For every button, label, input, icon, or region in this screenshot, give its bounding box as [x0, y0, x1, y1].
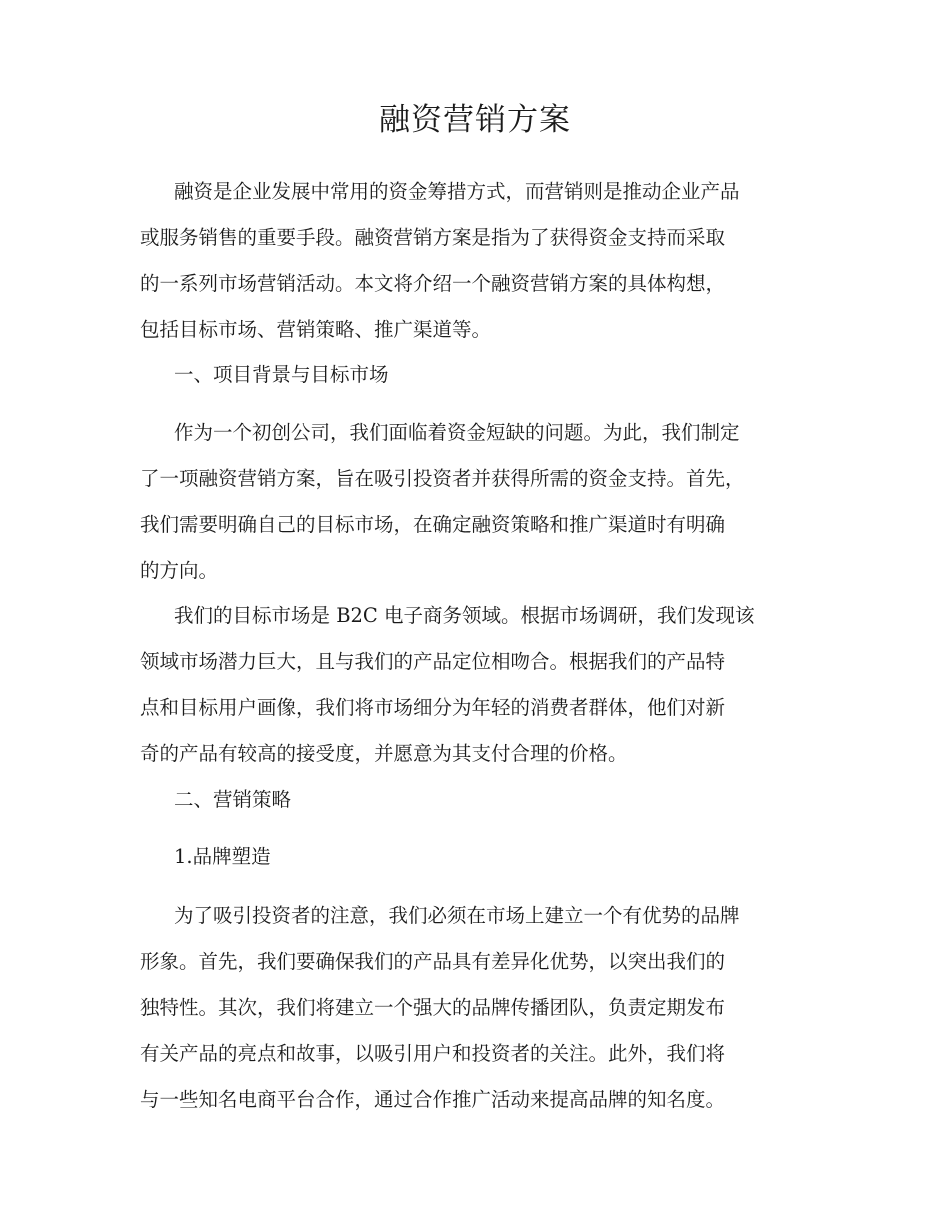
paragraph-line: 领域市场潜力巨大，且与我们的产品定位相吻合。根据我们的产品特 — [140, 650, 726, 673]
paragraph-line: 我们的目标市场是 B2C 电子商务领域。根据市场调研，我们发现该 — [174, 604, 755, 627]
paragraph-line: 为了吸引投资者的注意，我们必须在市场上建立一个有优势的品牌 — [174, 904, 740, 927]
section-heading-1 — [140, 352, 840, 398]
target-market-paragraph — [140, 593, 840, 777]
heading-line: 二、营销策略 — [174, 788, 292, 811]
paragraph-line: 包括目标市场、营销策略、推广渠道等。 — [140, 318, 492, 341]
paragraph-line: 我们需要明确自己的目标市场，在确定融资策略和推广渠道时有明确 — [140, 513, 726, 536]
paragraph-line: 点和目标用户画像，我们将市场细分为年轻的消费者群体，他们对新 — [140, 696, 726, 719]
paragraph-line: 融资是企业发展中常用的资金筹措方式，而营销则是推动企业产品 — [174, 180, 740, 203]
document-title: 融资营销方案 — [379, 102, 571, 138]
paragraph-line: 作为一个初创公司，我们面临着资金短缺的问题。为此，我们制定 — [174, 421, 740, 444]
subsection-heading — [140, 834, 840, 880]
paragraph-line: 有关产品的亮点和故事，以吸引用户和投资者的关注。此外，我们将 — [140, 1042, 726, 1065]
background-paragraph — [140, 410, 840, 594]
paragraph-line: 形象。首先，我们要确保我们的产品具有差异化优势，以突出我们的 — [140, 950, 726, 973]
paragraph-line: 与一些知名电商平台合作，通过合作推广活动来提高品牌的知名度。 — [140, 1088, 726, 1111]
heading-line: 一、项目背景与目标市场 — [174, 363, 389, 386]
paragraph-line: 的一系列市场营销活动。本文将介绍一个融资营销方案的具体构想， — [140, 272, 726, 295]
paragraph-line: 了一项融资营销方案，旨在吸引投资者并获得所需的资金支持。首先， — [140, 467, 745, 490]
paragraph-line: 独特性。其次，我们将建立一个强大的品牌传播团队，负责定期发布 — [140, 996, 726, 1019]
section-heading-2 — [140, 777, 840, 823]
heading-line: 1.品牌塑造 — [174, 845, 271, 868]
paragraph-line: 的方向。 — [140, 559, 219, 582]
intro-paragraph — [140, 169, 840, 353]
branding-paragraph — [140, 893, 840, 1123]
paragraph-line: 或服务销售的重要手段。融资营销方案是指为了获得资金支持而采取 — [140, 226, 726, 249]
paragraph-line: 奇的产品有较高的接受度，并愿意为其支付合理的价格。 — [140, 742, 628, 765]
